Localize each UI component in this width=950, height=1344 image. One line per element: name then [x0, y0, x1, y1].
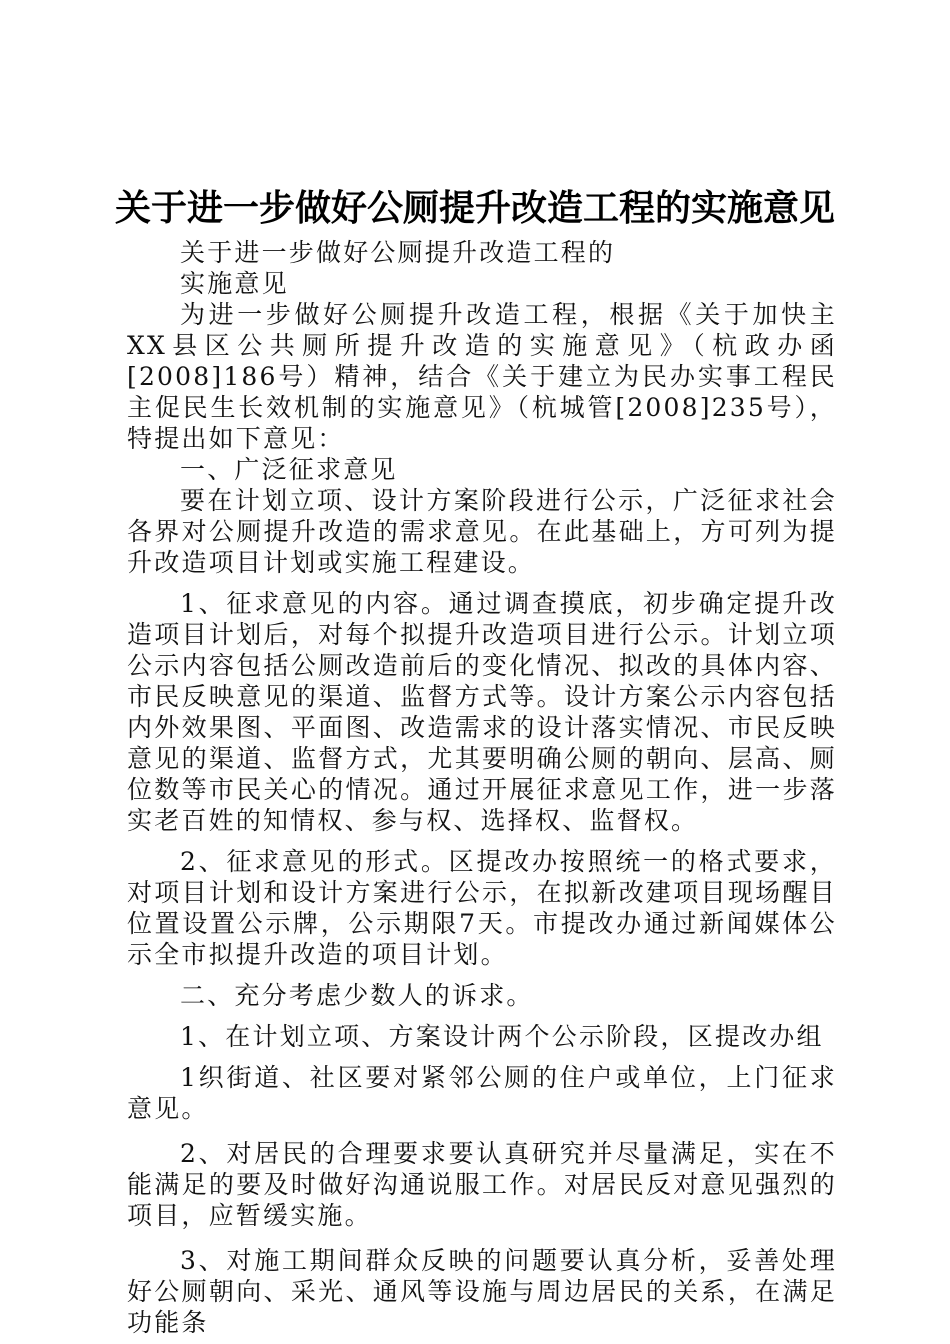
section-heading-1: 一、广泛征求意见: [180, 455, 398, 484]
section-1-item-1: 1、征求意见的内容。通过调查摸底，初步确定提升改造项目计划后，对每个拟提升改造项目进行公示。计划立项公示内容包括公厕改造前后的变化情况、拟改的具体内容、市民反映意见的渠道、监督方式等。设计方案公示内容包括内外效果图、平面图、改造需求的设计落实情况、市民反映意见的渠道、监督方式，尤其要明确公厕的朝向、层高、厕位数等市民关心的情况。通过开展征求意见工作，进一步落实老百姓的知情权、参与权、选择权、监督权。: [127, 589, 837, 835]
section-1-paragraph: 要在计划立项、设计方案阶段进行公示，广泛征求社会各界对公厕提升改造的需求意见。在此基础上，方可列为提升改造项目计划或实施工程建设。: [127, 486, 837, 577]
section-2-item-2: 2、对居民的合理要求要认真研究并尽量满足，实在不能满足的要及时做好沟通说服工作。对居民反对意见强烈的项目，应暂缓实施。: [127, 1139, 837, 1230]
section-1-item-2: 2、征求意见的形式。区提改办按照统一的格式要求，对项目计划和设计方案进行公示，在拟新改建项目现场醒目位置设置公示牌，公示期限7天。市提改办通过新闻媒体公示全市拟提升改造的项目计划。: [127, 847, 837, 969]
document-body: [127, 237, 837, 1338]
subtitle-line-2: 实施意见: [180, 269, 289, 298]
section-2-item-1: 1、在计划立项、方案设计两个公示阶段，区提改办组: [180, 1022, 824, 1051]
document-title: 关于进一步做好公厕提升改造工程的实施意见: [114, 187, 835, 229]
subtitle-line-1: 关于进一步做好公厕提升改造工程的: [180, 238, 616, 267]
section-2-item-3: 3、对施工期间群众反映的问题要认真分析，妥善处理好公厕朝向、采光、通风等设施与周边居民的关系，在满足功能条: [127, 1246, 837, 1337]
section-2-item-1-cont: 1织街道、社区要对紧邻公厕的住户或单位，上门征求意见。: [127, 1063, 837, 1123]
section-heading-2: 二、充分考虑少数人的诉求。: [180, 981, 534, 1010]
intro-paragraph: 为进一步做好公厕提升改造工程，根据《关于加快主XX县区公共厕所提升改造的实施意见》（杭政办函[2008]186号）精神，结合《关于建立为民办实事工程民主促民生长效机制的实施意见》（杭城管[2008]235号），特提出如下意见：: [127, 300, 837, 453]
